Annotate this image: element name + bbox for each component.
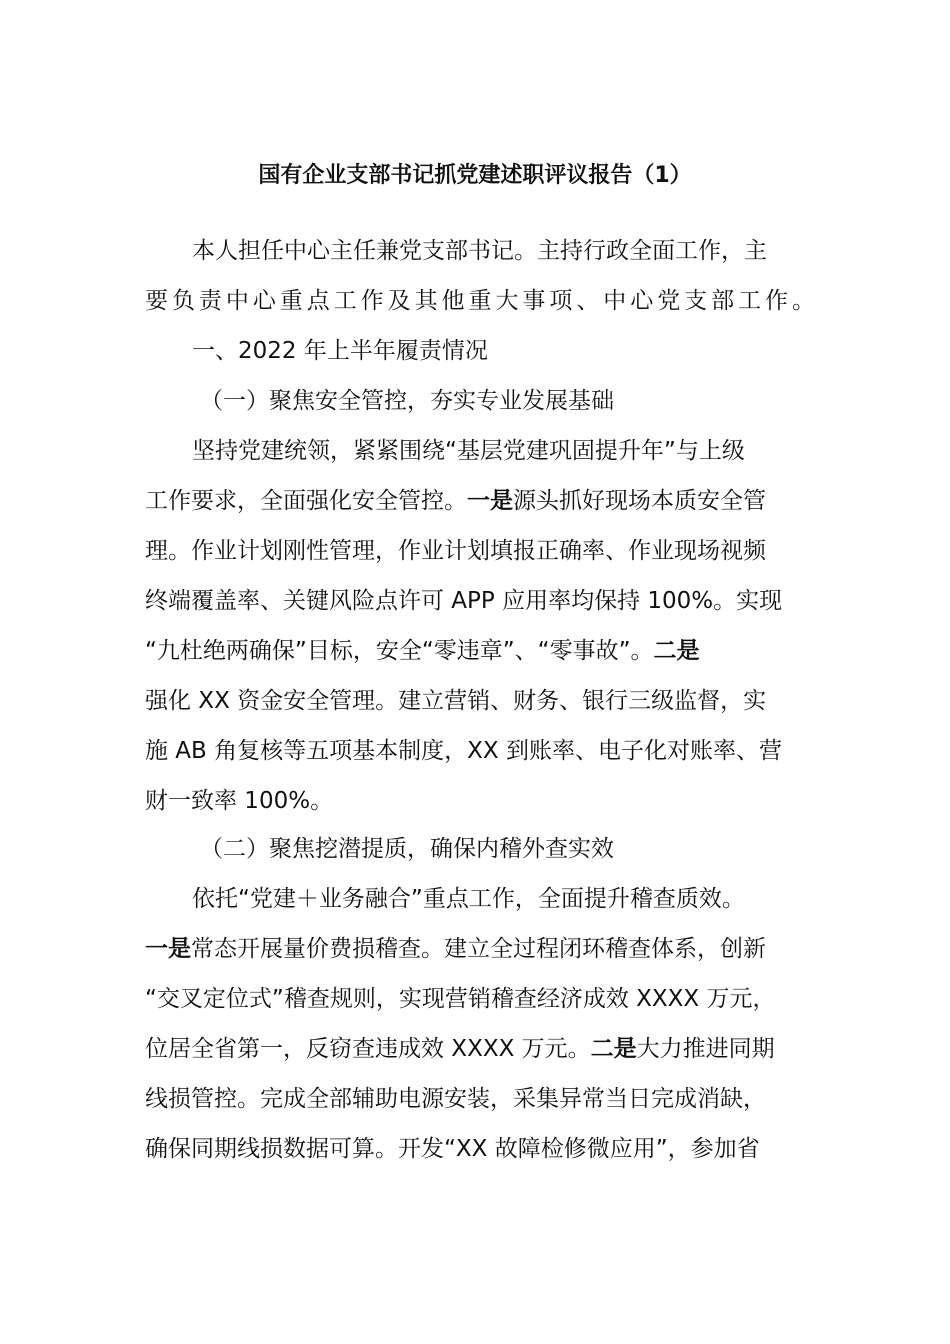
bold-text-run: 二是 xyxy=(590,1036,637,1062)
paragraph-line xyxy=(145,982,815,1016)
text-run: 大力推进同期 xyxy=(636,1036,775,1062)
text-run: 终端覆盖率、关键风险点许可 APP 应用率均保持 100%。实现 xyxy=(145,588,783,614)
paragraph-line xyxy=(145,634,815,668)
text-run: “九杜绝两确保”目标，安全“零违章”、“零事故”。 xyxy=(145,638,654,664)
subsection-heading xyxy=(200,832,815,866)
paragraph-line xyxy=(145,284,815,318)
paragraph-line xyxy=(192,234,815,268)
paragraph-line xyxy=(145,932,815,966)
text-run: 工作要求，全面强化安全管控。 xyxy=(145,488,467,514)
paragraph-line xyxy=(145,734,815,768)
text-run: （一）聚焦安全管控，夯实专业发展基础 xyxy=(200,388,614,414)
text-run: 强化 XX 资金安全管理。建立营销、财务、银行三级监督，实 xyxy=(145,688,767,714)
paragraph-line xyxy=(145,1132,815,1166)
text-run: 本人担任中心主任兼党支部书记。主持行政全面工作，主 xyxy=(192,238,767,264)
text-run: 常态开展量价费损稽查。建立全过程闭环稽查体系，创新 xyxy=(191,936,766,962)
paragraph-line xyxy=(192,882,815,916)
subsection-heading xyxy=(200,384,815,418)
paragraph-line xyxy=(145,484,815,518)
text-run: （二）聚焦挖潜提质，确保内稽外查实效 xyxy=(200,836,614,862)
text-run: 施 AB 角复核等五项基本制度，XX 到账率、电子化对账率、营 xyxy=(145,738,782,764)
bold-text-run: 二是 xyxy=(653,638,700,664)
paragraph-line xyxy=(145,684,815,718)
text-run: 源头抓好现场本质安全管 xyxy=(513,488,766,514)
paragraph-line xyxy=(145,1032,815,1066)
bold-text-run: 一是 xyxy=(145,936,191,962)
paragraph-line xyxy=(145,584,815,618)
bold-text-run: 一是 xyxy=(467,488,513,514)
paragraph-line xyxy=(192,434,815,468)
text-run: 位居全省第一，反窃查违成效 XXXX 万元。 xyxy=(145,1036,591,1062)
text-run: 线损管控。完成全部辅助电源安装，采集异常当日完成消缺， xyxy=(145,1086,766,1112)
paragraph-line xyxy=(145,1082,815,1116)
text-run: 依托“党建＋业务融合”重点工作，全面提升稽查质效。 xyxy=(192,886,745,912)
document-title: 国有企业支部书记抓党建述职评议报告（1） xyxy=(258,163,692,188)
text-run: 理。作业计划刚性管理，作业计划填报正确率、作业现场视频 xyxy=(145,538,766,564)
text-run: 要负责中心重点工作及其他重大事项、中心党支部工作。 xyxy=(145,288,815,314)
paragraph-line xyxy=(145,534,815,568)
section-heading xyxy=(192,334,815,368)
text-run: 一、2022 年上半年履责情况 xyxy=(192,338,488,364)
text-run: 确保同期线损数据可算。开发“XX 故障检修微应用”，参加省 xyxy=(145,1136,760,1162)
text-run: “交叉定位式”稽查规则，实现营销稽查经济成效 XXXX 万元， xyxy=(145,986,776,1012)
text-run: 财一致率 100%。 xyxy=(145,788,334,814)
text-run: 坚持党建统领，紧紧围绕“基层党建巩固提升年”与上级 xyxy=(192,438,745,464)
paragraph-line xyxy=(145,784,815,818)
